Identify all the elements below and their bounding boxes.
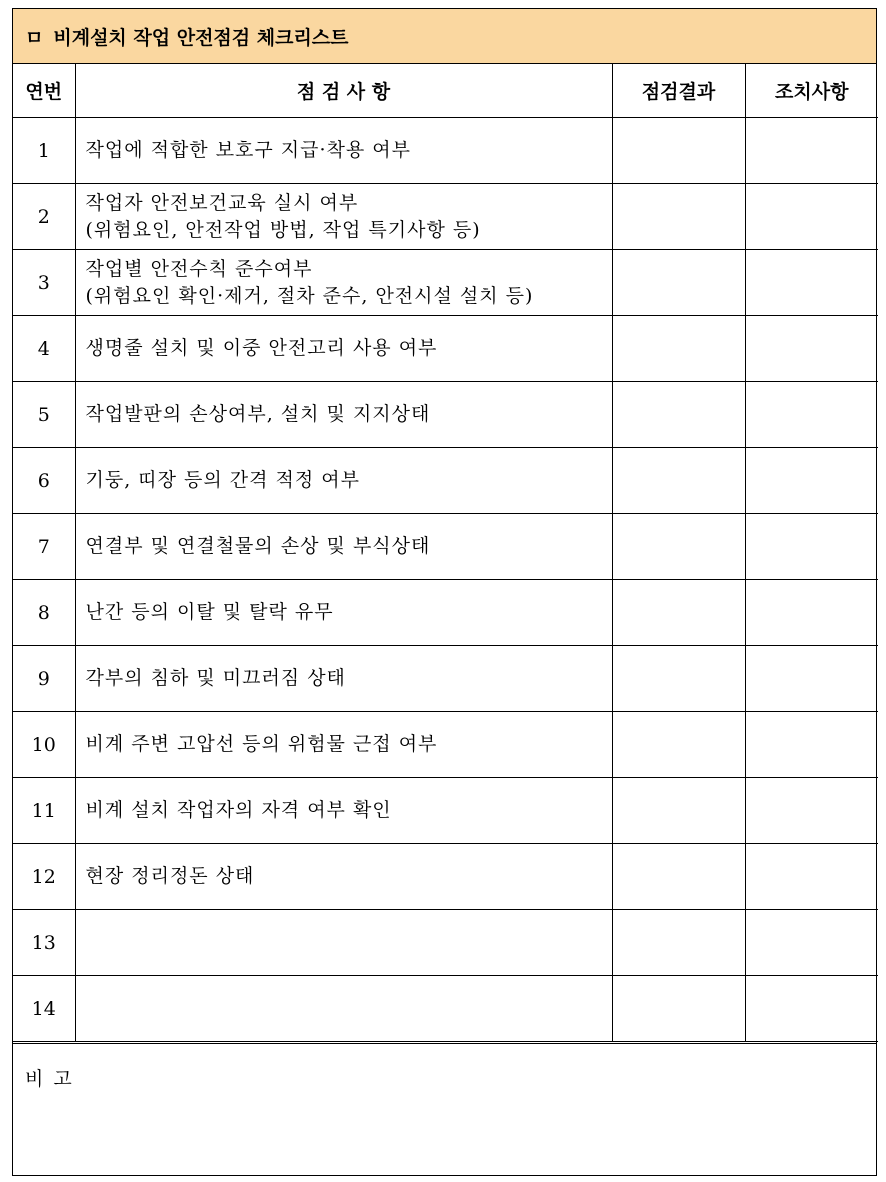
action-cell[interactable] bbox=[745, 514, 878, 580]
table-row bbox=[13, 514, 878, 580]
action-cell[interactable] bbox=[745, 778, 878, 844]
action-cell[interactable] bbox=[745, 910, 878, 976]
check-item-text: 작업발판의 손상여부, 설치 및 지지상태 bbox=[85, 403, 431, 425]
row-number: 7 bbox=[13, 514, 75, 580]
row-number: 6 bbox=[13, 448, 75, 514]
table-row bbox=[13, 712, 878, 778]
checklist-table bbox=[13, 64, 878, 1042]
table-row bbox=[13, 580, 878, 646]
action-cell[interactable] bbox=[745, 712, 878, 778]
row-number: 10 bbox=[13, 712, 75, 778]
action-cell[interactable] bbox=[745, 316, 878, 382]
check-item-text: 생명줄 설치 및 이중 안전고리 사용 여부 bbox=[85, 337, 438, 359]
result-cell[interactable] bbox=[612, 712, 745, 778]
result-cell[interactable] bbox=[612, 316, 745, 382]
result-cell[interactable] bbox=[612, 514, 745, 580]
check-item bbox=[75, 448, 612, 514]
check-item bbox=[75, 250, 612, 316]
action-cell[interactable] bbox=[745, 382, 878, 448]
action-cell[interactable] bbox=[745, 646, 878, 712]
row-number: 4 bbox=[13, 316, 75, 382]
check-item bbox=[75, 184, 612, 250]
result-cell[interactable] bbox=[612, 910, 745, 976]
row-number: 12 bbox=[13, 844, 75, 910]
result-cell[interactable] bbox=[612, 382, 745, 448]
check-item-text: 난간 등의 이탈 및 탈락 유무 bbox=[85, 601, 334, 623]
row-number: 8 bbox=[13, 580, 75, 646]
row-number: 2 bbox=[13, 184, 75, 250]
header-number: 연번 bbox=[13, 64, 75, 118]
row-number: 1 bbox=[13, 118, 75, 184]
result-cell[interactable] bbox=[612, 184, 745, 250]
result-cell[interactable] bbox=[612, 844, 745, 910]
result-cell[interactable] bbox=[612, 976, 745, 1042]
check-item-text: 현장 정리정돈 상태 bbox=[85, 865, 255, 887]
title-bar bbox=[13, 9, 876, 64]
header-result: 점검결과 bbox=[612, 64, 745, 118]
action-cell[interactable] bbox=[745, 844, 878, 910]
action-cell[interactable] bbox=[745, 976, 878, 1042]
action-cell[interactable] bbox=[745, 448, 878, 514]
check-item bbox=[75, 910, 612, 976]
row-number: 3 bbox=[13, 250, 75, 316]
row-number: 5 bbox=[13, 382, 75, 448]
check-item-text: 연결부 및 연결철물의 손상 및 부식상태 bbox=[85, 535, 431, 557]
check-item bbox=[75, 712, 612, 778]
check-item bbox=[75, 118, 612, 184]
check-item bbox=[75, 316, 612, 382]
checklist-sheet bbox=[12, 8, 877, 1176]
action-cell[interactable] bbox=[745, 580, 878, 646]
check-item-text: 각부의 침하 및 미끄러짐 상태 bbox=[85, 667, 346, 689]
check-item-detail: (위험요인 확인·제거, 절차 준수, 안전시설 설치 등) bbox=[85, 284, 534, 307]
row-number: 14 bbox=[13, 976, 75, 1042]
remarks-label: 비고 bbox=[25, 1068, 82, 1090]
table-row bbox=[13, 316, 878, 382]
check-item bbox=[75, 844, 612, 910]
row-number: 11 bbox=[13, 778, 75, 844]
check-item-detail: (위험요인, 안전작업 방법, 작업 특기사항 등) bbox=[85, 218, 481, 241]
check-item bbox=[75, 976, 612, 1042]
table-row bbox=[13, 448, 878, 514]
square-bullet-icon: ㅁ bbox=[25, 26, 44, 49]
document-title: 비계설치 작업 안전점검 체크리스트 bbox=[53, 26, 349, 49]
table-row bbox=[13, 976, 878, 1042]
check-item-text: 기둥, 띠장 등의 간격 적정 여부 bbox=[85, 469, 360, 491]
result-cell[interactable] bbox=[612, 118, 745, 184]
table-row bbox=[13, 844, 878, 910]
check-item-text: 비계 주변 고압선 등의 위험물 근접 여부 bbox=[85, 733, 438, 755]
header-items: 점 검 사 항 bbox=[75, 64, 612, 118]
table-row bbox=[13, 118, 878, 184]
check-item-text: 작업별 안전수칙 준수여부 bbox=[85, 257, 313, 280]
check-item bbox=[75, 580, 612, 646]
check-item-text: 작업에 적합한 보호구 지급·착용 여부 bbox=[85, 139, 412, 161]
result-cell[interactable] bbox=[612, 646, 745, 712]
action-cell[interactable] bbox=[745, 250, 878, 316]
action-cell[interactable] bbox=[745, 184, 878, 250]
table-row bbox=[13, 646, 878, 712]
remarks-box[interactable] bbox=[13, 1043, 876, 1175]
header-action: 조치사항 bbox=[745, 64, 878, 118]
table-row bbox=[13, 910, 878, 976]
row-number: 13 bbox=[13, 910, 75, 976]
row-number: 9 bbox=[13, 646, 75, 712]
check-item bbox=[75, 778, 612, 844]
table-row bbox=[13, 382, 878, 448]
check-item bbox=[75, 382, 612, 448]
result-cell[interactable] bbox=[612, 448, 745, 514]
table-row bbox=[13, 250, 878, 316]
table-row bbox=[13, 778, 878, 844]
check-item-text: 비계 설치 작업자의 자격 여부 확인 bbox=[85, 799, 392, 821]
check-item bbox=[75, 646, 612, 712]
action-cell[interactable] bbox=[745, 118, 878, 184]
table-row bbox=[13, 184, 878, 250]
result-cell[interactable] bbox=[612, 250, 745, 316]
check-item-text: 작업자 안전보건교육 실시 여부 bbox=[85, 191, 359, 214]
header-row bbox=[13, 64, 878, 118]
result-cell[interactable] bbox=[612, 778, 745, 844]
result-cell[interactable] bbox=[612, 580, 745, 646]
check-item bbox=[75, 514, 612, 580]
